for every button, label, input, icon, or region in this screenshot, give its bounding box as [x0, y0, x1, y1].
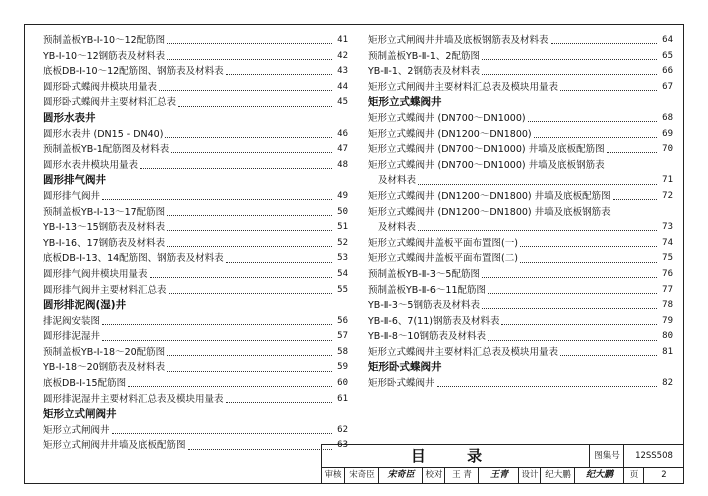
toc-entry-title: 圆形排泥湿井主要材料汇总表及模块用量表: [43, 393, 224, 405]
toc-entry: [368, 236, 673, 252]
toc-entry-title: 圆形排气阀井: [43, 174, 106, 187]
toc-entry-title: 预制盖板YB-Ⅱ-6～11配筋图: [368, 284, 486, 296]
toc-entry-title: YB-Ⅰ-18～20钢筋表及材料表: [43, 362, 166, 374]
dot-leader: [613, 199, 657, 200]
toc-page-number: 56: [337, 315, 348, 326]
toc-page-number: 78: [662, 300, 673, 311]
toc-entry-title: 圆形排气阀井主要材料汇总表: [43, 284, 167, 296]
toc-section-heading: [43, 298, 348, 314]
dot-leader: [551, 43, 657, 44]
toc-entry: [43, 64, 348, 80]
dot-leader: [167, 59, 332, 60]
toc-section-heading: [43, 111, 348, 127]
dot-leader: [488, 293, 657, 294]
toc-entry: [43, 189, 348, 205]
toc-entry: [368, 314, 673, 330]
toc-entry: [43, 49, 348, 65]
toc-entry: [43, 95, 348, 111]
toc-entry-title: 底板DB-Ⅰ-15配筋图: [43, 378, 127, 390]
dot-leader: [226, 74, 332, 75]
toc-entry: [43, 251, 348, 267]
checker-name: 王 青: [444, 467, 479, 483]
toc-entry-title: 底板DB-Ⅰ-10～12配筋图、钢筋表及材料表: [43, 66, 224, 78]
toc-entry: [43, 127, 348, 143]
toc-entry: [368, 205, 673, 221]
toc-page-number: 42: [337, 50, 348, 61]
toc-page-number: 52: [337, 237, 348, 248]
toc-section-heading: [368, 95, 673, 111]
toc-page-number: 77: [662, 284, 673, 295]
toc-page-number: 67: [662, 81, 673, 92]
toc-page-number: 73: [662, 222, 673, 233]
dot-leader: [437, 386, 657, 387]
dot-leader: [520, 246, 657, 247]
toc-entry-title: 矩形立式蝶阀井 (DN700～DN1000) 井墙及底板钢筋表: [368, 159, 605, 171]
toc-page-number: 64: [662, 35, 673, 45]
dot-leader: [482, 74, 657, 75]
toc-page-number: 51: [337, 222, 348, 233]
toc-page-number: 49: [337, 190, 348, 201]
toc-entry: [368, 33, 673, 49]
toc-page-number: 81: [662, 346, 673, 357]
toc-page-number: 46: [337, 128, 348, 139]
dot-leader: [560, 90, 657, 91]
toc-page-number: 54: [337, 268, 348, 279]
toc-entry: [368, 220, 673, 236]
dot-leader: [102, 340, 332, 341]
dot-leader: [482, 308, 657, 309]
toc-section-heading: [43, 173, 348, 189]
toc-entry: [43, 80, 348, 96]
toc-page-number: 62: [337, 424, 348, 435]
toc-entry-title: 矩形立式蝶阀井 (DN700～DN1000): [368, 112, 526, 124]
dot-leader: [418, 230, 657, 231]
dot-leader: [528, 121, 657, 122]
toc-left-column: [43, 33, 348, 454]
toc-entry: [43, 205, 348, 221]
toc-page-number: 60: [337, 378, 348, 389]
toc-entry: [368, 267, 673, 283]
toc-page-number: 70: [662, 144, 673, 155]
toc-page-number: 74: [662, 237, 673, 248]
toc-entry-title: 预制盖板YB-Ⅰ-13～17配筋图: [43, 206, 166, 218]
toc-page-number: 82: [662, 378, 673, 389]
toc-entry-title: 圆形排气阀井模块用量表: [43, 268, 148, 280]
toc-entry-title: 预制盖板YB-Ⅱ-1、2配筋图: [368, 50, 480, 62]
dot-leader: [165, 137, 332, 138]
toc-entry-title: 及材料表: [378, 222, 417, 234]
dot-leader: [169, 293, 332, 294]
design-label: 设计: [518, 467, 541, 483]
toc-entry-title: 矩形卧式蝶阀井: [368, 361, 442, 374]
toc-entry: [368, 345, 673, 361]
toc-entry-title: 圆形排泥湿井: [43, 331, 101, 343]
dot-leader: [167, 246, 332, 247]
toc-entry-title: YB-Ⅰ-10～12钢筋表及材料表: [43, 50, 166, 62]
toc-entry-title: 矩形立式蝶阀井 (DN1200～DN1800) 井墙及底板钢筋表: [368, 206, 611, 218]
dot-leader: [150, 277, 332, 278]
toc-entry: [368, 329, 673, 345]
toc-entry-title: 及材料表: [378, 175, 417, 187]
toc-entry-title: 矩形立式蝶阀井 (DN1200～DN1800) 井墙及底板配筋图: [368, 190, 611, 202]
toc-entry: [368, 127, 673, 143]
toc-entry-title: YB-Ⅰ-16、17钢筋表及材料表: [43, 237, 166, 249]
dot-leader: [171, 152, 332, 153]
toc-right-column: [368, 33, 673, 392]
toc-entry-title: 圆形排泥阀(湿)井: [43, 299, 127, 312]
toc-page-number: 44: [337, 81, 348, 92]
toc-entry-title: 矩形立式蝶阀井盖板平面布置图(二): [368, 253, 518, 265]
checker-signature: 王青: [478, 467, 519, 483]
toc-entry: [43, 283, 348, 299]
toc-page-number: 69: [662, 128, 673, 139]
dot-leader: [140, 168, 332, 169]
toc-entry-title: 矩形立式蝶阀井 (DN700～DN1000) 井墙及底板配筋图: [368, 144, 605, 156]
toc-entry: [43, 423, 348, 439]
toc-entry-title: 圆形卧式蝶阀井主要材料汇总表: [43, 97, 177, 109]
toc-entry-title: YB-Ⅱ-6、7(11)钢筋表及材料表: [368, 315, 500, 327]
toc-page-number: 55: [337, 284, 348, 295]
review-label: 审核: [324, 470, 342, 480]
toc-page-number: 65: [662, 50, 673, 61]
dot-leader: [482, 59, 657, 60]
dot-leader: [560, 355, 657, 356]
toc-entry: [368, 142, 673, 158]
toc-page-number: 57: [337, 331, 348, 342]
dot-leader: [178, 106, 332, 107]
toc-entry-title: 矩形立式蝶阀井盖板平面布置图(一): [368, 237, 518, 249]
toc-entry: [368, 283, 673, 299]
atlas-number: 12SS508: [623, 445, 684, 467]
toc-page-number: 76: [662, 268, 673, 279]
dot-leader: [418, 184, 657, 185]
page-number: 2: [643, 467, 684, 483]
toc-entry: [43, 142, 348, 158]
toc-entry-title: 矩形立式闸阀井: [43, 424, 110, 436]
dot-leader: [112, 433, 332, 434]
toc-entry: [43, 376, 348, 392]
dot-leader: [167, 371, 332, 372]
toc-entry-title: 矩形立式蝶阀井: [368, 96, 442, 109]
toc-entry-title: 圆形水表井 (DN15 - DN40): [43, 128, 164, 140]
toc-entry-title: 预制盖板YB-Ⅰ-10～12配筋图: [43, 35, 166, 46]
toc-entry: [368, 298, 673, 314]
toc-entry-title: YB-Ⅱ-8～10钢筋表及材料表: [368, 331, 486, 343]
toc-entry-title: 矩形立式蝶阀井主要材料汇总表及模块用量表: [368, 346, 559, 358]
toc-page-number: 59: [337, 362, 348, 373]
toc-entry-title: 圆形卧式蝶阀井模块用量表: [43, 81, 158, 93]
toc-entry-title: 矩形立式闸阀井主要材料汇总表及模块用量表: [368, 81, 559, 93]
toc-page-number: 53: [337, 253, 348, 264]
dot-leader: [167, 43, 332, 44]
toc-entry: [43, 360, 348, 376]
toc-entry: [368, 80, 673, 96]
dot-leader: [102, 199, 332, 200]
designer-name: 纪大鹏: [540, 467, 575, 483]
toc-entry-title: YB-Ⅰ-13～15钢筋表及材料表: [43, 222, 166, 234]
dot-leader: [226, 402, 332, 403]
toc-entry-title: 矩形立式闸阀井井墙及底板配筋图: [43, 440, 186, 452]
dot-leader: [167, 230, 332, 231]
toc-entry-title: 底板DB-Ⅰ-13、14配筋图、钢筋表及材料表: [43, 253, 224, 265]
toc-page-number: 63: [337, 440, 348, 451]
page-label: 页: [623, 467, 644, 483]
toc-entry-title: 排泥阀安装图: [43, 315, 101, 327]
toc-page-number: 72: [662, 190, 673, 201]
dot-leader: [167, 355, 332, 356]
reviewer-name: 宋奇臣: [344, 467, 379, 483]
toc-entry: [43, 392, 348, 408]
toc-page-number: 80: [662, 331, 673, 342]
dot-leader: [520, 262, 657, 263]
title-block: [321, 444, 683, 483]
toc-page-number: 71: [662, 175, 673, 186]
toc-entry: [43, 236, 348, 252]
dot-leader: [607, 152, 657, 153]
toc-entry-title: 矩形立式闸阀井井墙及底板钢筋表及材料表: [368, 35, 549, 46]
toc-entry-title: 预制盖板YB-Ⅰ-18～20配筋图: [43, 346, 166, 358]
toc-entry-title: 矩形立式闸阀井: [43, 408, 117, 421]
dot-leader: [488, 340, 657, 341]
dot-leader: [128, 386, 332, 387]
toc-entry: [43, 220, 348, 236]
toc-entry-title: YB-Ⅱ-1、2钢筋表及材料表: [368, 66, 480, 78]
toc-page-number: 66: [662, 66, 673, 77]
toc-page-number: 45: [337, 97, 348, 108]
toc-entry-title: YB-Ⅱ-3～5钢筋表及材料表: [368, 300, 480, 312]
toc-entry-title: 圆形水表井: [43, 111, 96, 124]
check-label: 校对: [422, 467, 445, 483]
toc-page-number: 79: [662, 315, 673, 326]
toc-entry-title: 矩形立式蝶阀井 (DN1200～DN1800): [368, 128, 532, 140]
toc-page-number: 75: [662, 253, 673, 264]
toc-entry: [43, 158, 348, 174]
dot-leader: [226, 262, 332, 263]
toc-entry-title: 圆形排气阀井: [43, 190, 101, 202]
toc-entry: [43, 314, 348, 330]
atlas-number-label: 图集号: [589, 445, 624, 467]
toc-page-number: 68: [662, 112, 673, 123]
dot-leader: [482, 277, 657, 278]
toc-page-number: 58: [337, 346, 348, 357]
toc-entry-title: 矩形卧式蝶阀井: [368, 378, 435, 390]
toc-entry: [368, 189, 673, 205]
toc-entry: [368, 251, 673, 267]
toc-entry-title: 预制盖板YB-1配筋图及材料表: [43, 144, 170, 156]
toc-page-number: 61: [337, 393, 348, 404]
toc-entry: [43, 438, 348, 454]
drawing-frame: [24, 24, 684, 484]
dot-leader: [501, 324, 657, 325]
toc-page-number: 47: [337, 144, 348, 155]
toc-entry: [43, 267, 348, 283]
toc-entry: [368, 64, 673, 80]
toc-page-number: 50: [337, 206, 348, 217]
page-title: 目 录: [410, 447, 501, 465]
toc-page-number: 48: [337, 159, 348, 170]
toc-page-number: 41: [337, 35, 348, 45]
toc-section-heading: [43, 407, 348, 423]
toc-entry: [368, 49, 673, 65]
toc-entry: [368, 111, 673, 127]
designer-signature: 纪大鹏: [574, 467, 624, 483]
toc-entry: [43, 329, 348, 345]
toc-entry: [368, 376, 673, 392]
toc-entry: [43, 345, 348, 361]
dot-leader: [159, 90, 332, 91]
toc-entry: [43, 33, 348, 49]
dot-leader: [167, 215, 332, 216]
toc-entry: [368, 173, 673, 189]
dot-leader: [102, 324, 332, 325]
dot-leader: [534, 137, 657, 138]
toc-entry: [368, 158, 673, 174]
reviewer-signature: 宋奇臣: [378, 467, 423, 483]
toc-entry-title: 圆形水表井模块用量表: [43, 159, 139, 171]
toc-section-heading: [368, 360, 673, 376]
dot-leader: [188, 449, 332, 450]
toc-page-number: 43: [337, 66, 348, 77]
toc-entry-title: 预制盖板YB-Ⅱ-3～5配筋图: [368, 268, 480, 280]
